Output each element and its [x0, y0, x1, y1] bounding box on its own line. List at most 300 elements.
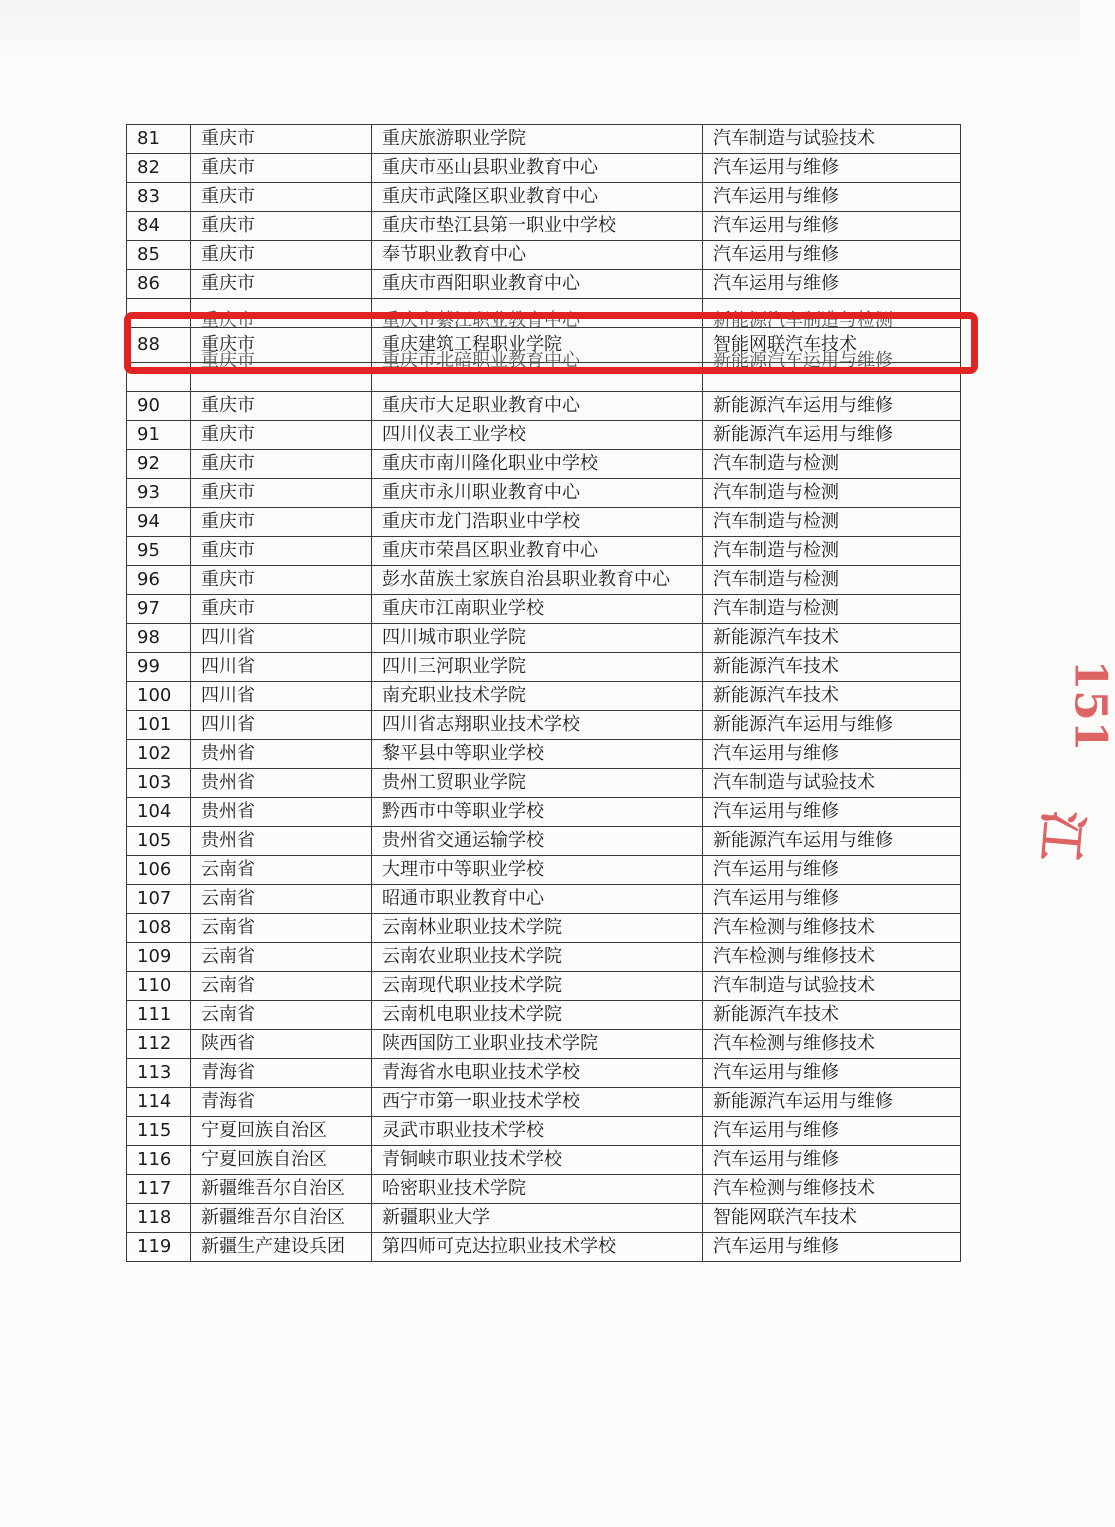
cell-number-text: 101: [137, 714, 172, 735]
cell-major-text: 汽车运用与维修: [713, 801, 839, 822]
cell-region: [191, 769, 372, 798]
cell-region-text: 陕西省: [201, 1033, 255, 1054]
cell-region: [191, 740, 372, 769]
table-row: [127, 270, 961, 299]
table-row: [127, 740, 961, 769]
cell-school-text: 贵州省交通运输学校: [382, 830, 544, 851]
cell-region-text: 重庆市: [201, 334, 255, 355]
cell-region: [191, 943, 372, 972]
table-row: [127, 183, 961, 212]
cell-school-text: 青海省水电职业技术学校: [382, 1062, 580, 1083]
cell-region: [191, 566, 372, 595]
cell-major: [703, 421, 961, 450]
cell-school-text: 西宁市第一职业技术学校: [382, 1091, 580, 1112]
cell-region-text: 重庆市: [201, 350, 255, 371]
cell-region-text: 重庆市: [201, 186, 255, 207]
cell-number: [127, 270, 191, 299]
cell-school: [372, 479, 703, 508]
cell-major: [703, 241, 961, 270]
cell-region-text: 四川省: [201, 656, 255, 677]
cell-region: [191, 421, 372, 450]
cell-school-text: 重庆市大足职业教育中心: [382, 395, 580, 416]
cell-major: [703, 885, 961, 914]
cell-major-text: 汽车运用与维修: [713, 1120, 839, 1141]
cell-number: [127, 392, 191, 421]
cell-region-text: 四川省: [201, 714, 255, 735]
cell-major: [703, 537, 961, 566]
cell-major: [703, 1001, 961, 1030]
cell-region-text: 重庆市: [201, 598, 255, 619]
cell-school: [372, 885, 703, 914]
cell-major-text: 汽车运用与维修: [713, 888, 839, 909]
cell-major-text: 智能网联汽车技术: [713, 1207, 857, 1228]
cell-region: [191, 972, 372, 1001]
cell-region: [191, 595, 372, 624]
table-row: [127, 1233, 961, 1262]
cell-major-text: 新能源汽车技术: [713, 1004, 839, 1025]
cell-school-text: 昭通市职业教育中心: [382, 888, 544, 909]
cell-region: [191, 1146, 372, 1175]
cell-number: [127, 595, 191, 624]
cell-number-text: 116: [137, 1149, 172, 1170]
cell-number: [127, 943, 191, 972]
cell-number: [127, 537, 191, 566]
cell-region: [191, 450, 372, 479]
cell-major-text: 新能源汽车运用与维修: [713, 424, 893, 445]
cell-major-text: 汽车运用与维修: [713, 273, 839, 294]
cell-number-text: 118: [137, 1207, 172, 1228]
cell-major-text: 汽车制造与检测: [713, 598, 839, 619]
cell-number-text: 115: [137, 1120, 172, 1141]
table-row: [127, 653, 961, 682]
cell-number: [127, 769, 191, 798]
cell-region: [191, 212, 372, 241]
cell-region-text: 重庆市: [201, 511, 255, 532]
cell-number: [127, 972, 191, 1001]
cell-region: [191, 392, 372, 421]
cell-major: [703, 1117, 961, 1146]
table-row: [127, 914, 961, 943]
cell-major-text: 新能源汽车运用与维修: [713, 1091, 893, 1112]
cell-school-text: 贵州工贸职业学院: [382, 772, 526, 793]
cell-region-text: 贵州省: [201, 772, 255, 793]
cell-school-text: 云南机电职业技术学院: [382, 1004, 562, 1025]
cell-major-text: 汽车运用与维修: [713, 157, 839, 178]
cell-major: [703, 212, 961, 241]
cell-school-text: 重庆市酉阳职业教育中心: [382, 273, 580, 294]
cell-region-text: 重庆市: [201, 128, 255, 149]
cell-region: [191, 537, 372, 566]
cell-number: [127, 154, 191, 183]
cell-region-text: 新疆维吾尔自治区: [201, 1178, 345, 1199]
table-row: [127, 624, 961, 653]
cell-school-text: 南充职业技术学院: [382, 685, 526, 706]
table-row: [127, 1146, 961, 1175]
cell-number-text: 83: [137, 186, 160, 207]
cell-major: [703, 1175, 961, 1204]
cell-region: [191, 1204, 372, 1233]
cell-region: [191, 241, 372, 270]
cell-number-text: 102: [137, 743, 172, 764]
cell-number-text: 91: [137, 424, 160, 445]
cell-school-text: 重庆旅游职业学院: [382, 128, 526, 149]
cell-school: [372, 1175, 703, 1204]
cell-major: [703, 914, 961, 943]
cell-number: [127, 212, 191, 241]
cell-number: [127, 1059, 191, 1088]
cell-school-text: 四川仪表工业学校: [382, 424, 526, 445]
cell-number-text: 84: [137, 215, 160, 236]
school-list-table: [126, 124, 961, 1262]
cell-school: [372, 566, 703, 595]
cell-number: [127, 1117, 191, 1146]
table-row: [127, 1088, 961, 1117]
cell-number: [127, 183, 191, 212]
cell-major: [703, 653, 961, 682]
cell-school: [372, 711, 703, 740]
cell-region-text: 重庆市: [201, 395, 255, 416]
cell-number-text: 82: [137, 157, 160, 178]
cell-school-text: 哈密职业技术学院: [382, 1178, 526, 1199]
cell-school: [372, 212, 703, 241]
cell-number-text: 108: [137, 917, 172, 938]
cell-number-text: 112: [137, 1033, 172, 1054]
table-row: [127, 154, 961, 183]
cell-major: [703, 125, 961, 154]
cell-number: [127, 1088, 191, 1117]
table-row: [127, 212, 961, 241]
seal-stamp-fragment: 151: [1064, 659, 1115, 752]
cell-region-text: 重庆市: [201, 244, 255, 265]
cell-region: [191, 1030, 372, 1059]
table-row: [127, 798, 961, 827]
cell-school-text: 陕西国防工业职业技术学院: [382, 1033, 598, 1054]
cell-major: [703, 183, 961, 212]
cell-region: [191, 827, 372, 856]
cell-major: [703, 856, 961, 885]
cell-number-text: 96: [137, 569, 160, 590]
cell-major-text: 汽车检测与维修技术: [713, 946, 875, 967]
cell-number-text: 100: [137, 685, 172, 706]
cell-school-text: 第四师可克达拉职业技术学校: [382, 1236, 616, 1257]
cell-region: [191, 798, 372, 827]
cell-region-text: 云南省: [201, 975, 255, 996]
table-row: [127, 537, 961, 566]
cell-region: [191, 1059, 372, 1088]
cell-number: [127, 421, 191, 450]
cell-school: [372, 1059, 703, 1088]
cell-region-text: 重庆市: [201, 310, 255, 331]
cell-school: [372, 943, 703, 972]
table-row: [127, 125, 961, 154]
cell-school: [372, 624, 703, 653]
cell-region-text: 新疆生产建设兵团: [201, 1236, 345, 1257]
cell-major: [703, 943, 961, 972]
cell-number-text: 95: [137, 540, 160, 561]
cell-major-text: 新能源汽车运用与维修: [713, 714, 893, 735]
cell-number: [127, 1175, 191, 1204]
cell-school-text: 黎平县中等职业学校: [382, 743, 544, 764]
cell-school-text: 彭水苗族土家族自治县职业教育中心: [382, 569, 670, 590]
table-row: [127, 827, 961, 856]
cell-school-text: 重庆市北碚职业教育中心: [382, 350, 580, 371]
cell-number: [127, 1204, 191, 1233]
cell-region-text: 重庆市: [201, 482, 255, 503]
cell-major: [703, 508, 961, 537]
cell-region: [191, 125, 372, 154]
cell-number-text: 85: [137, 244, 160, 265]
cell-number-text: 103: [137, 772, 172, 793]
cell-school: [372, 595, 703, 624]
cell-region-text: 贵州省: [201, 830, 255, 851]
cell-school-text: 四川城市职业学院: [382, 627, 526, 648]
cell-school-text: 重庆市永川职业教育中心: [382, 482, 580, 503]
cell-school-text: 重庆市武隆区职业教育中心: [382, 186, 598, 207]
cell-school: [372, 450, 703, 479]
cell-region-text: 宁夏回族自治区: [201, 1120, 327, 1141]
cell-school: [372, 1030, 703, 1059]
cell-school: [372, 1233, 703, 1262]
cell-region: [191, 270, 372, 299]
cell-region: [191, 711, 372, 740]
cell-number-text: 106: [137, 859, 172, 880]
cell-number-text: 111: [137, 1004, 172, 1025]
cell-school-text: 大理市中等职业学校: [382, 859, 544, 880]
cell-number: [127, 624, 191, 653]
cell-region-text: 云南省: [201, 859, 255, 880]
table-row: [127, 972, 961, 1001]
cell-major: [703, 1146, 961, 1175]
cell-school-text: 奉节职业教育中心: [382, 244, 526, 265]
cell-school: [372, 241, 703, 270]
cell-school: [372, 537, 703, 566]
cell-region: [191, 1117, 372, 1146]
cell-major: [703, 1059, 961, 1088]
highlight-box: [124, 312, 978, 374]
cell-region-text: 重庆市: [201, 424, 255, 445]
cell-number-text: 88: [137, 334, 160, 355]
cell-school: [372, 769, 703, 798]
cell-major: [703, 566, 961, 595]
cell-major-text: 汽车运用与维修: [713, 743, 839, 764]
cell-region: [191, 508, 372, 537]
cell-major: [703, 1030, 961, 1059]
cell-number-text: 119: [137, 1236, 172, 1257]
cell-major: [703, 624, 961, 653]
cell-region-text: 新疆维吾尔自治区: [201, 1207, 345, 1228]
cell-school: [372, 421, 703, 450]
cell-number: [127, 711, 191, 740]
cell-number: [127, 740, 191, 769]
table-row: [127, 885, 961, 914]
cell-number: [127, 1030, 191, 1059]
cell-number-text: 113: [137, 1062, 172, 1083]
cell-school: [372, 856, 703, 885]
cell-number: [127, 450, 191, 479]
table-row: [127, 1059, 961, 1088]
cell-region-text: 四川省: [201, 627, 255, 648]
cell-major-text: 汽车制造与检测: [713, 453, 839, 474]
table-row: [127, 1030, 961, 1059]
table-row: [127, 508, 961, 537]
cell-number-text: 110: [137, 975, 172, 996]
cell-number-text: 98: [137, 627, 160, 648]
cell-region: [191, 154, 372, 183]
cell-region-text: 重庆市: [201, 453, 255, 474]
cell-major: [703, 450, 961, 479]
cell-region: [191, 856, 372, 885]
cell-school-text: 重庆市江南职业学校: [382, 598, 544, 619]
table-row: [127, 943, 961, 972]
cell-number: [127, 1001, 191, 1030]
table-row: [127, 711, 961, 740]
cell-major-text: 新能源汽车制造与检测: [713, 310, 893, 331]
table-row: [127, 1175, 961, 1204]
cell-school: [372, 1146, 703, 1175]
cell-number: [127, 508, 191, 537]
cell-major-text: 汽车制造与试验技术: [713, 975, 875, 996]
cell-number-text: 93: [137, 482, 160, 503]
cell-number-text: 81: [137, 128, 160, 149]
cell-major-text: 汽车运用与维修: [713, 244, 839, 265]
cell-major-text: 智能网联汽车技术: [713, 334, 857, 355]
cell-number: [127, 241, 191, 270]
cell-school-text: 重庆市綦江职业教育中心: [382, 310, 580, 331]
cell-region-text: 贵州省: [201, 743, 255, 764]
cell-school: [372, 270, 703, 299]
cell-region: [191, 682, 372, 711]
cell-school-text: 重庆市荣昌区职业教育中心: [382, 540, 598, 561]
cell-major-text: 汽车检测与维修技术: [713, 1178, 875, 1199]
cell-region: [191, 653, 372, 682]
cell-school-text: 黔西市中等职业学校: [382, 801, 544, 822]
cell-region-text: 青海省: [201, 1091, 255, 1112]
cell-number-text: 90: [137, 395, 160, 416]
cell-region-text: 重庆市: [201, 273, 255, 294]
cell-school: [372, 1204, 703, 1233]
cell-major-text: 新能源汽车运用与维修: [713, 350, 893, 371]
cell-number: [127, 653, 191, 682]
cell-region-text: 云南省: [201, 946, 255, 967]
cell-major-text: 汽车制造与检测: [713, 482, 839, 503]
cell-school-text: 四川三河职业学院: [382, 656, 526, 677]
cell-region: [191, 479, 372, 508]
cell-region-text: 贵州省: [201, 801, 255, 822]
cell-major-text: 新能源汽车技术: [713, 685, 839, 706]
cell-number: [127, 827, 191, 856]
cell-region: [191, 1001, 372, 1030]
cell-number-text: 114: [137, 1091, 172, 1112]
cell-major: [703, 1233, 961, 1262]
cell-region-text: 云南省: [201, 888, 255, 909]
cell-major-text: 新能源汽车技术: [713, 656, 839, 677]
cell-number: [127, 1233, 191, 1262]
cell-school: [372, 392, 703, 421]
cell-school: [372, 154, 703, 183]
cell-school: [372, 682, 703, 711]
cell-region: [191, 914, 372, 943]
cell-region-text: 重庆市: [201, 215, 255, 236]
table-row: [127, 450, 961, 479]
cell-major: [703, 972, 961, 1001]
cell-number-text: 99: [137, 656, 160, 677]
cell-number: [127, 798, 191, 827]
table-row: [127, 1117, 961, 1146]
cell-major: [703, 595, 961, 624]
cell-school-text: 重庆市南川隆化职业中学校: [382, 453, 598, 474]
cell-school-text: 四川省志翔职业技术学校: [382, 714, 580, 735]
cell-school-text: 重庆市龙门浩职业中学校: [382, 511, 580, 532]
cell-school-text: 云南现代职业技术学院: [382, 975, 562, 996]
cell-school-text: 青铜峡市职业技术学校: [382, 1149, 562, 1170]
table-row: [127, 682, 961, 711]
cell-major: [703, 392, 961, 421]
cell-school: [372, 653, 703, 682]
cell-region-text: 重庆市: [201, 540, 255, 561]
cell-region-text: 四川省: [201, 685, 255, 706]
cell-region: [191, 624, 372, 653]
cell-major: [703, 1088, 961, 1117]
cell-number: [127, 885, 191, 914]
cell-school-text: 重庆建筑工程职业学院: [382, 334, 562, 355]
table-row: [127, 241, 961, 270]
cell-number: [127, 856, 191, 885]
cell-number-text: 92: [137, 453, 160, 474]
cell-school-text: 重庆市巫山县职业教育中心: [382, 157, 598, 178]
cell-major: [703, 270, 961, 299]
table-row: [127, 595, 961, 624]
cell-major: [703, 479, 961, 508]
cell-major-text: 汽车运用与维修: [713, 215, 839, 236]
cell-region: [191, 183, 372, 212]
cell-major-text: 汽车检测与维修技术: [713, 917, 875, 938]
cell-major: [703, 682, 961, 711]
cell-school: [372, 827, 703, 856]
cell-region-text: 重庆市: [201, 157, 255, 178]
seal-stamp-fragment-2: 江: [1029, 808, 1094, 864]
cell-major-text: 汽车制造与检测: [713, 511, 839, 532]
cell-major: [703, 827, 961, 856]
table-row: [127, 479, 961, 508]
cell-school-text: 云南农业职业技术学院: [382, 946, 562, 967]
cell-number: [127, 125, 191, 154]
cell-school: [372, 125, 703, 154]
cell-major-text: 汽车运用与维修: [713, 186, 839, 207]
table-row: [127, 392, 961, 421]
cell-major-text: 汽车制造与检测: [713, 540, 839, 561]
cell-number-text: 94: [137, 511, 160, 532]
cell-number-text: 105: [137, 830, 172, 851]
cell-school: [372, 1001, 703, 1030]
cell-region-text: 青海省: [201, 1062, 255, 1083]
table-row: [127, 566, 961, 595]
cell-major-text: 汽车运用与维修: [713, 859, 839, 880]
cell-major: [703, 711, 961, 740]
cell-number-text: 104: [137, 801, 172, 822]
table-row: [127, 769, 961, 798]
cell-school: [372, 798, 703, 827]
cell-major-text: 汽车制造与检测: [713, 569, 839, 590]
table-row: [127, 1204, 961, 1233]
cell-major-text: 汽车运用与维修: [713, 1149, 839, 1170]
cell-number: [127, 1146, 191, 1175]
cell-major-text: 汽车运用与维修: [713, 1236, 839, 1257]
cell-school-text: 灵武市职业技术学校: [382, 1120, 544, 1141]
cell-major: [703, 798, 961, 827]
cell-region-text: 云南省: [201, 917, 255, 938]
cell-region-text: 宁夏回族自治区: [201, 1149, 327, 1170]
cell-school: [372, 1088, 703, 1117]
